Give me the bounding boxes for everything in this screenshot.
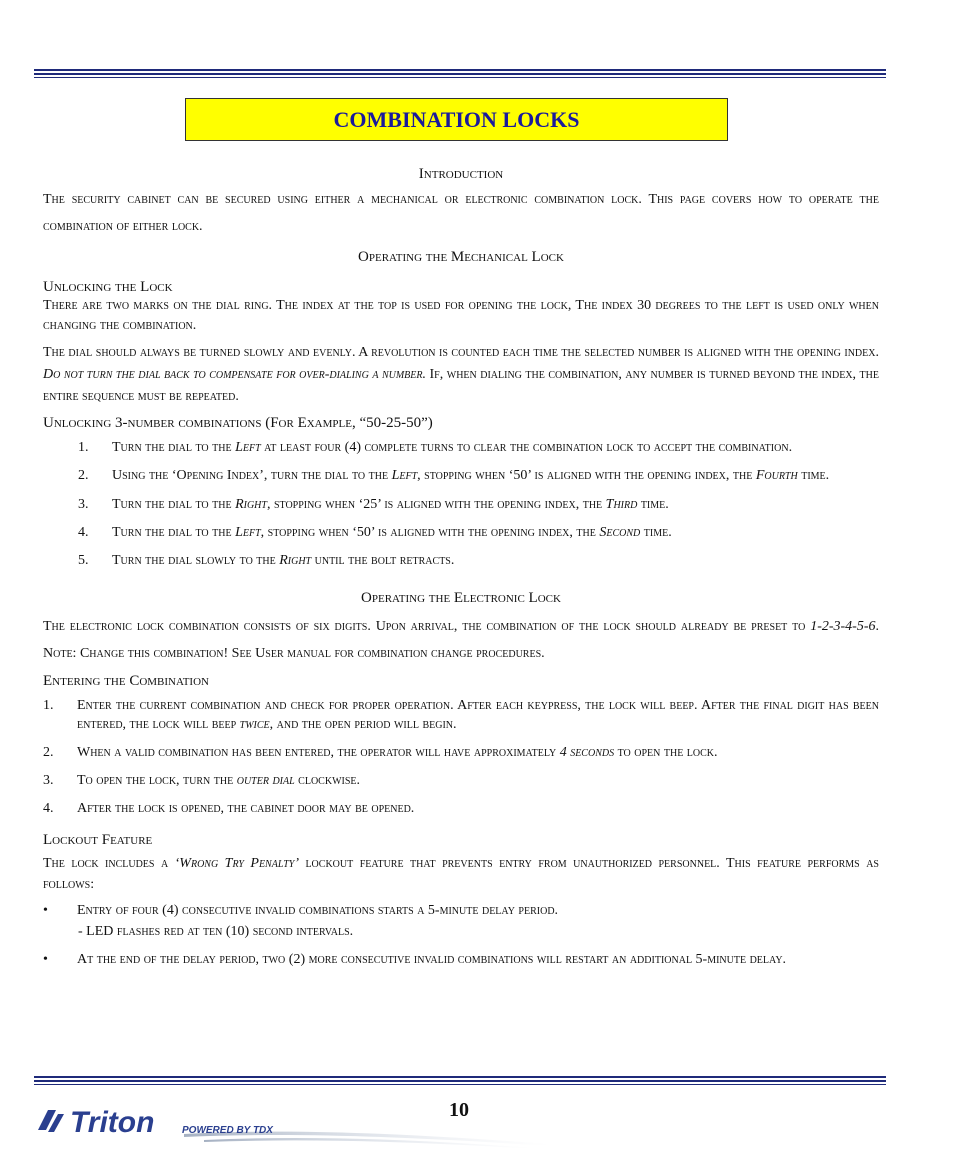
elec-text-b: . Note: Change this combination! See User manual for combination change procedures. <box>43 619 879 661</box>
penalty-name: ‘Wrong Try Penalty’ <box>174 856 299 871</box>
intro-text: The security cabinet can be secured using either a mechanical or electronic combination lock. This page covers how to operate the combination of either lock. <box>43 192 879 234</box>
bullet-icon: • <box>43 952 48 967</box>
elec-paragraph <box>43 613 879 667</box>
page-number: 10 <box>449 1099 469 1121</box>
mech-paragraph-2 <box>43 342 879 408</box>
unlocking-heading: Unlocking the Lock <box>43 279 173 295</box>
list-item: 5. Turn the dial slowly to the Right until the bolt retracts. <box>78 553 455 568</box>
elec-text-a: The electronic lock combination consists of six digits. Upon arrival, the combination of the lock should already be preset to <box>43 619 811 634</box>
page-title: COMBINATION LOCKS <box>185 98 728 141</box>
mech-heading: Operating the Mechanical Lock <box>358 249 564 265</box>
elec-heading: Operating the Electronic Lock <box>361 590 561 606</box>
combo-heading: Unlocking 3-number combinations (For Example, “50-25-50”) <box>43 415 433 431</box>
preset-combination: 1-2-3-4-5-6 <box>810 619 876 634</box>
main-content <box>43 166 879 970</box>
p2-text-a: The dial should always be turned slowly and evenly. A revolution is counted each time the selected number is aligned with the opening index. <box>43 345 879 360</box>
brand-tagline: POWERED BY TDX <box>182 1125 273 1136</box>
mech-steps <box>43 438 879 570</box>
footer-rule <box>34 1076 886 1087</box>
list-item: 4. Turn the dial to the Left, stopping when ‘50’ is aligned with the opening index, the Second time. <box>78 525 672 540</box>
intro-heading: Introduction <box>418 166 504 182</box>
list-item: 3. To open the lock, turn the outer dial clockwise. <box>43 773 361 788</box>
triton-logo <box>34 1104 554 1150</box>
mech-paragraph-1: There are two marks on the dial ring. The index at the top is used for opening the lock, The index 30 degrees to the left is used only when changing the combination. <box>43 298 879 333</box>
list-item: 3. Turn the dial to the Right, stopping when ‘25’ is aligned with the opening index, the Third time. <box>78 497 669 512</box>
list-item: 2. When a valid combination has been entered, the operator will have approximately 4 seconds to open the lock. <box>43 745 718 760</box>
list-item: 4. After the lock is opened, the cabinet door may be opened. <box>43 801 415 816</box>
list-item: • At the end of the delay period, two (2) more consecutive invalid combinations will restart an additional 5-minute delay. <box>43 950 879 970</box>
lockout-paragraph: The lock includes a ‘Wrong Try Penalty’ lockout feature that prevents entry from unauthorized personnel. This feature performs as follows: <box>43 856 879 892</box>
list-item: 2. Using the ‘Opening Index’, turn the dial to the Left, stopping when ‘50’ is aligned with the opening index, the Fourth time. <box>78 468 830 483</box>
entering-heading: Entering the Combination <box>43 673 209 689</box>
bullet-icon: • <box>43 903 48 918</box>
list-item: 1. Turn the dial to the Left at least four (4) complete turns to clear the combination lock to accept the combination. <box>78 440 793 455</box>
sub-list-item: - LED flashes red at ten (10) second intervals. <box>78 924 354 939</box>
p2-text-c: If, when dialing the combination, any number is turned beyond the index, the entire sequence must be repeated. <box>43 367 879 404</box>
p2-warning: Do not turn the dial back to compensate for over-dialing a number. <box>43 367 426 382</box>
list-item: 1. Enter the current combination and check for proper operation. After each keypress, the lock will beep. After the final digit has been entered, the lock will beep twice, and the open period will begin. <box>43 698 879 732</box>
lockout-heading: Lockout Feature <box>43 832 153 848</box>
brand-name: Triton <box>70 1106 155 1139</box>
list-item: • Entry of four (4) consecutive invalid combinations starts a 5-minute delay period. <box>43 901 879 921</box>
elec-steps <box>43 696 879 818</box>
header-rule <box>34 69 886 80</box>
